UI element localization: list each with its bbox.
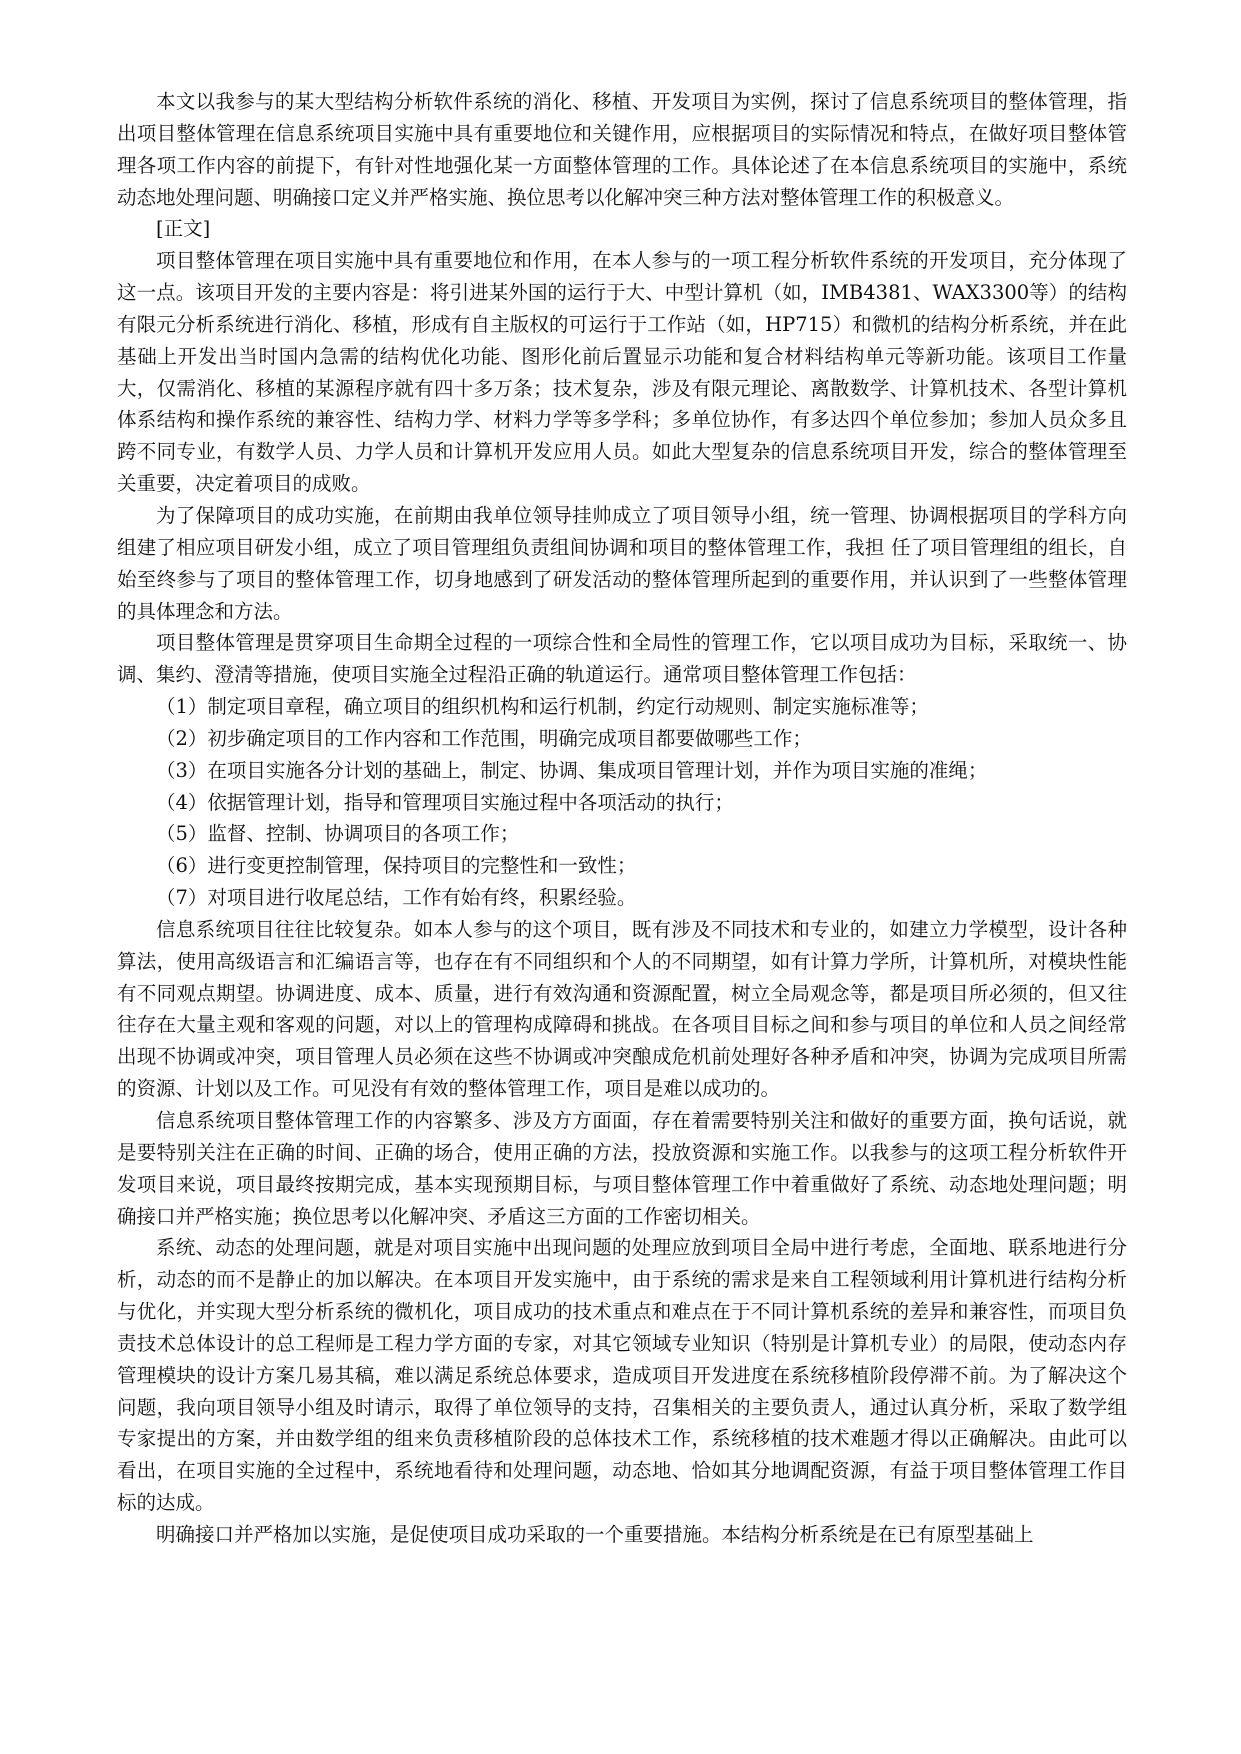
body-paragraph-4: 信息系统项目往往比较复杂。如本人参与的这个项目，既有涉及不同技术和专业的，如建立力学模型，设计各种算法，使用高级语言和汇编语言等，也存在有不同组织和个人的不同期望，如有计算力学所，计算机所，对模块性能有不同观点期望。协调进度、成本、质量，进行有效沟通和资源配置，树立全局观念等，都是项目所必须的，但又往往存在大量主观和客观的问题，对以上的管理构成障碍和挑战。在各项目目标之间和参与项目的单位和人员之间经常出现不协调或冲突，项目管理人员必须在这些不协调或冲突酿成危机前处理好各种矛盾和冲突，协调为完成项目所需的资源、计划以及工作。可见没有有效的整体管理工作，项目是难以成功的。 bbox=[117, 917, 1127, 1101]
list-item: （3）在项目实施各分计划的基础上，制定、协调、集成项目管理计划，并作为项目实施的准绳； bbox=[156, 758, 988, 782]
document-page bbox=[117, 86, 1127, 1551]
body-paragraph-1: 项目整体管理在项目实施中具有重要地位和作用，在本人参与的一项工程分析软件系统的开发项目，充分体现了这一点。该项目开发的主要内容是：将引进某外国的运行于大、中型计算机（如，IMB4381、WAX3300等）的结构有限元分析系统进行消化、移植，形成有自主版权的可运行于工作站（如，HP715）和微机的结构分析系统，并在此基础上开发出当时国内急需的结构优化功能、图形化前后置显示功能和复合材料结构单元等新功能。该项目工作量大，仅需消化、移植的某源程序就有四十多万条；技术复杂，涉及有限元理论、离散数学、计算机技术、各型计算机体系结构和操作系统的兼容性、结构力学、材料力学等多学科；多单位协作，有多达四个单位参加；参加人员众多且跨不同专业，有数学人员、力学人员和计算机开发应用人员。如此大型复杂的信息系统项目开发，综合的整体管理至关重要，决定着项目的成败。 bbox=[117, 249, 1127, 496]
body-paragraph-6: 系统、动态的处理问题，就是对项目实施中出现问题的处理应放到项目全局中进行考虑，全面地、联系地进行分析，动态的而不是静止的加以解决。在本项目开发实施中，由于系统的需求是来自工程领域利用计算机进行结构分析与优化，并实现大型分析系统的微机化，项目成功的技术重点和难点在于不同计算机系统的差异和兼容性，而项目负责技术总体设计的总工程师是工程力学方面的专家，对其它领域专业知识（特别是计算机专业）的局限，使动态内存管理模块的设计方案几易其稿，难以满足系统总体要求，造成项目开发进度在系统移植阶段停滞不前。为了解决这个问题，我向项目领导小组及时请示，取得了单位领导的支持，召集相关的主要负责人，通过认真分析，采取了数学组专家提出的方案，并由数学组的组来负责移植阶段的总体技术工作，系统移植的技术难题才得以正确解决。由此可以看出，在项目实施的全过程中，系统地看待和处理问题，动态地、恰如其分地调配资源，有益于项目整体管理工作目标的达成。 bbox=[117, 1236, 1127, 1515]
management-tasks-list bbox=[117, 691, 1127, 914]
body-paragraph-3: 项目整体管理是贯穿项目生命期全过程的一项综合性和全局性的管理工作，它以项目成功为目标，采取统一、协调、集约、澄清等措施，使项目实施全过程沿正确的轨道运行。通常项目整体管理工作包括： bbox=[117, 631, 1127, 687]
body-paragraph-5: 信息系统项目整体管理工作的内容繁多、涉及方方面面，存在着需要特别关注和做好的重要方面，换句话说，就是要特别关注在正确的时间、正确的场合，使用正确的方法，投放资源和实施工作。以我参与的这项工程分析软件开发项目来说，项目最终按期完成，基本实现预期目标，与项目整体管理工作中着重做好了系统、动态地处理问题；明确接口并严格实施；换位思考以化解冲突、矛盾这三方面的工作密切相关。 bbox=[117, 1109, 1127, 1228]
body-heading: [正文] bbox=[156, 217, 211, 241]
list-item: （4）依据管理计划，指导和管理项目实施过程中各项活动的执行； bbox=[156, 790, 734, 814]
list-item: （5）监督、控制、协调项目的各项工作； bbox=[156, 822, 520, 846]
body-paragraph-7: 明确接口并严格加以实施，是促使项目成功采取的一个重要措施。本结构分析系统是在已有原型基础上 bbox=[156, 1522, 1034, 1546]
list-item: （7）对项目进行收尾总结，工作有始有终，积累经验。 bbox=[156, 886, 637, 910]
list-item: （1）制定项目章程，确立项目的组织机构和运行机制，约定行动规则、制定实施标准等； bbox=[156, 695, 929, 719]
list-item: （2）初步确定项目的工作内容和工作范围，明确完成项目都要做哪些工作； bbox=[156, 726, 812, 750]
abstract-paragraph: 本文以我参与的某大型结构分析软件系统的消化、移植、开发项目为实例，探讨了信息系统项目的整体管理，指出项目整体管理在信息系统项目实施中具有重要地位和关键作用，应根据项目的实际情况和特点，在做好项目整体管理各项工作内容的前提下，有针对性地强化某一方面整体管理的工作。具体论述了在本信息系统项目的实施中，系统动态地处理问题、明确接口定义并严格实施、换位思考以化解冲突三种方法对整体管理工作的积极意义。 bbox=[117, 90, 1127, 209]
list-item: （6）进行变更控制管理，保持项目的完整性和一致性； bbox=[156, 854, 637, 878]
body-paragraph-2: 为了保障项目的成功实施，在前期由我单位领导挂帅成立了项目领导小组，统一管理、协调根据项目的学科方向组建了相应项目研发小组，成立了项目管理组负责组间协调和项目的整体管理工作，我担 任了项目管理组的组长，自始至终参与了项目的整体管理工作，切身地感到了研发活动的整体管理所起到的重要作用，并认识到了一些整体管理的具体理念和方法。 bbox=[117, 503, 1127, 623]
